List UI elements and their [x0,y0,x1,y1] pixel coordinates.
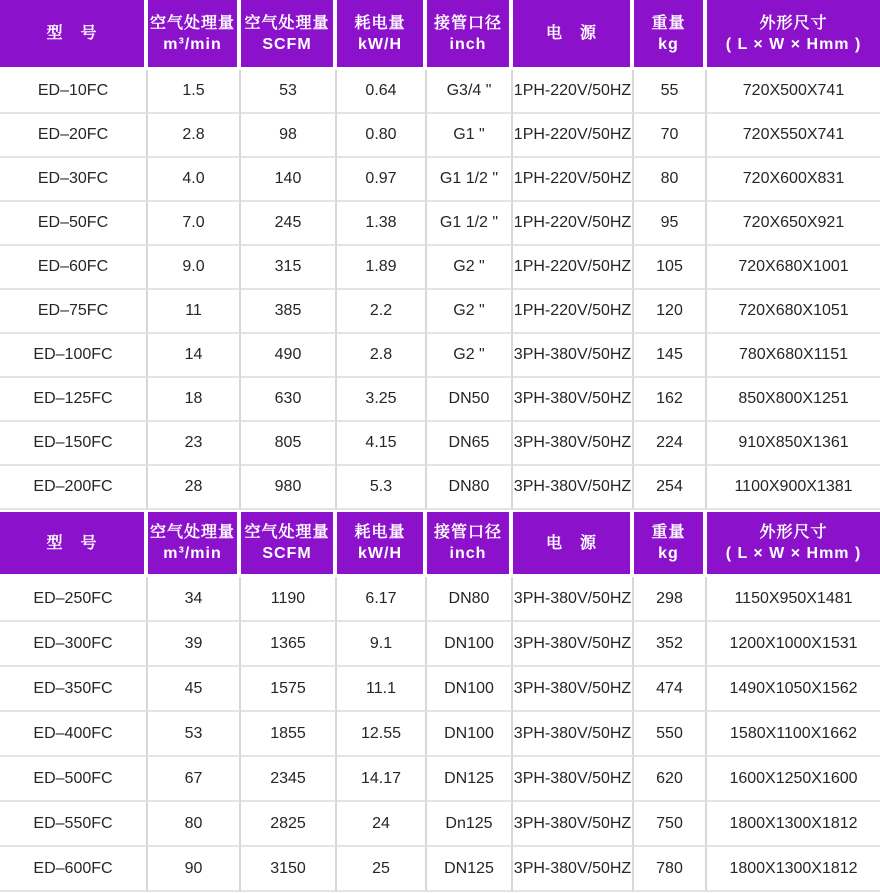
cell-air-flow-scfm: 315 [241,246,337,290]
table-row [0,712,880,757]
cell-dimensions: 720X680X1051 [707,290,880,334]
column-header-air-flow-m3min [148,510,241,577]
cell-weight: 750 [634,802,707,847]
cell-pipe-diameter: DN100 [427,667,513,712]
table-row [0,757,880,802]
cell-air-flow-scfm: 1190 [241,577,337,622]
header-label-line1: 外形尺寸 [759,524,828,541]
cell-dimensions: 720X600X831 [707,158,880,202]
table-row [0,422,880,466]
cell-pipe-diameter: DN65 [427,422,513,466]
cell-power-supply: 3PH-380V/50HZ [513,378,634,422]
cell-power-supply: 3PH-380V/50HZ [513,422,634,466]
cell-dimensions: 1800X1300X1812 [707,847,880,892]
cell-power-consumption: 9.1 [337,622,427,667]
header-row [0,0,880,70]
cell-power-consumption: 6.17 [337,577,427,622]
cell-model: ED–250FC [0,577,148,622]
column-header-air-flow-scfm [241,510,337,577]
cell-dimensions: 850X800X1251 [707,378,880,422]
cell-air-flow-scfm: 490 [241,334,337,378]
cell-power-consumption: 1.89 [337,246,427,290]
cell-weight: 352 [634,622,707,667]
cell-power-supply: 3PH-380V/50HZ [513,712,634,757]
cell-air-flow-scfm: 53 [241,70,337,114]
cell-model: ED–75FC [0,290,148,334]
cell-dimensions: 780X680X1151 [707,334,880,378]
header-label-line1: 耗电量 [354,524,406,541]
cell-pipe-diameter: G2 " [427,334,513,378]
header-label-line1: 接管口径 [433,14,502,32]
table-row [0,847,880,892]
cell-model: ED–20FC [0,114,148,158]
table-row [0,70,880,114]
cell-air-flow-scfm: 1365 [241,622,337,667]
cell-pipe-diameter: DN80 [427,577,513,622]
header-label-line1: 电 源 [545,25,597,42]
cell-air-flow-m3min: 34 [148,577,241,622]
table-row [0,577,880,622]
cell-air-flow-scfm: 1855 [241,712,337,757]
header-label-line1: 耗电量 [354,14,406,32]
cell-power-supply: 1PH-220V/50HZ [513,246,634,290]
header-label-line1: 接管口径 [433,524,502,541]
cell-air-flow-m3min: 90 [148,847,241,892]
cell-power-consumption: 25 [337,847,427,892]
column-header-air-flow-scfm [241,0,337,70]
cell-air-flow-m3min: 39 [148,622,241,667]
cell-air-flow-scfm: 245 [241,202,337,246]
cell-weight: 620 [634,757,707,802]
header-label-line2: SCFM [262,545,312,562]
cell-power-consumption: 12.55 [337,712,427,757]
cell-dimensions: 720X500X741 [707,70,880,114]
cell-pipe-diameter: G1 1/2 " [427,158,513,202]
cell-dimensions: 1490X1050X1562 [707,667,880,712]
cell-pipe-diameter: DN80 [427,466,513,510]
header-label-line2: m³/min [163,545,222,562]
table-row [0,667,880,712]
header-label-line2: m³/min [163,35,222,53]
header-label-line2: kW/H [358,545,402,562]
cell-power-supply: 1PH-220V/50HZ [513,158,634,202]
cell-model: ED–600FC [0,847,148,892]
cell-power-consumption: 11.1 [337,667,427,712]
cell-pipe-diameter: G2 " [427,290,513,334]
header-label-line2: kg [658,35,679,53]
header-label-line2: kW/H [358,35,402,53]
header-label-line1: 重量 [651,14,686,32]
column-header-pipe-diameter [427,510,513,577]
table-row [0,202,880,246]
header-label-line1: 电 源 [545,534,597,552]
cell-dimensions: 1150X950X1481 [707,577,880,622]
cell-model: ED–500FC [0,757,148,802]
cell-air-flow-scfm: 1575 [241,667,337,712]
column-header-weight [634,510,707,577]
header-label-line2: kg [658,545,679,562]
header-label-line1: 型 号 [46,25,98,42]
cell-power-consumption: 0.64 [337,70,427,114]
cell-air-flow-scfm: 980 [241,466,337,510]
cell-pipe-diameter: Dn125 [427,802,513,847]
cell-dimensions: 1200X1000X1531 [707,622,880,667]
cell-pipe-diameter: DN100 [427,712,513,757]
cell-weight: 80 [634,158,707,202]
cell-pipe-diameter: G3/4 " [427,70,513,114]
cell-air-flow-scfm: 3150 [241,847,337,892]
cell-air-flow-scfm: 630 [241,378,337,422]
cell-power-supply: 3PH-380V/50HZ [513,622,634,667]
cell-model: ED–125FC [0,378,148,422]
cell-air-flow-scfm: 385 [241,290,337,334]
header-label-line1: 重量 [651,524,686,541]
column-header-power-consumption [337,0,427,70]
cell-weight: 298 [634,577,707,622]
cell-dimensions: 1100X900X1381 [707,466,880,510]
cell-dimensions: 1600X1250X1600 [707,757,880,802]
cell-air-flow-m3min: 2.8 [148,114,241,158]
cell-air-flow-m3min: 67 [148,757,241,802]
header-label-line2: inch [449,35,487,53]
cell-power-supply: 3PH-380V/50HZ [513,667,634,712]
column-header-air-flow-m3min [148,0,241,70]
header-label-line2: ( L × W × Hmm ) [725,545,862,562]
cell-dimensions: 1800X1300X1812 [707,802,880,847]
cell-power-consumption: 5.3 [337,466,427,510]
header-label-line1: 外形尺寸 [759,14,828,32]
cell-power-consumption: 0.80 [337,114,427,158]
cell-weight: 145 [634,334,707,378]
cell-dimensions: 720X650X921 [707,202,880,246]
cell-weight: 95 [634,202,707,246]
table-row [0,158,880,202]
cell-power-supply: 3PH-380V/50HZ [513,334,634,378]
cell-weight: 254 [634,466,707,510]
cell-model: ED–50FC [0,202,148,246]
cell-air-flow-m3min: 53 [148,712,241,757]
cell-power-supply: 3PH-380V/50HZ [513,802,634,847]
cell-power-consumption: 4.15 [337,422,427,466]
cell-model: ED–150FC [0,422,148,466]
header-label-line1: 空气处理量 [244,14,330,32]
cell-dimensions: 1580X1100X1662 [707,712,880,757]
cell-weight: 550 [634,712,707,757]
cell-air-flow-m3min: 11 [148,290,241,334]
cell-air-flow-m3min: 1.5 [148,70,241,114]
cell-air-flow-m3min: 4.0 [148,158,241,202]
table-row [0,334,880,378]
cell-weight: 224 [634,422,707,466]
cell-dimensions: 720X550X741 [707,114,880,158]
column-header-power-supply [513,0,634,70]
column-header-power-consumption [337,510,427,577]
table-row [0,802,880,847]
cell-power-supply: 1PH-220V/50HZ [513,114,634,158]
table-row [0,246,880,290]
cell-air-flow-scfm: 2345 [241,757,337,802]
cell-model: ED–100FC [0,334,148,378]
cell-air-flow-m3min: 80 [148,802,241,847]
cell-model: ED–300FC [0,622,148,667]
cell-air-flow-m3min: 18 [148,378,241,422]
cell-air-flow-scfm: 805 [241,422,337,466]
cell-power-supply: 1PH-220V/50HZ [513,70,634,114]
header-label-line1: 空气处理量 [244,524,330,541]
cell-model: ED–400FC [0,712,148,757]
table-row [0,290,880,334]
header-label-line2: SCFM [262,35,312,53]
column-header-power-supply [513,510,634,577]
cell-power-consumption: 3.25 [337,378,427,422]
header-label-line2: ( L × W × Hmm ) [725,35,862,53]
cell-weight: 162 [634,378,707,422]
cell-power-consumption: 2.8 [337,334,427,378]
cell-model: ED–550FC [0,802,148,847]
cell-power-consumption: 24 [337,802,427,847]
table-row [0,466,880,510]
cell-air-flow-m3min: 23 [148,422,241,466]
cell-model: ED–30FC [0,158,148,202]
cell-pipe-diameter: DN50 [427,378,513,422]
cell-power-supply: 3PH-380V/50HZ [513,757,634,802]
cell-dimensions: 910X850X1361 [707,422,880,466]
cell-power-supply: 1PH-220V/50HZ [513,202,634,246]
cell-model: ED–60FC [0,246,148,290]
table-row [0,622,880,667]
cell-model: ED–200FC [0,466,148,510]
cell-pipe-diameter: DN125 [427,847,513,892]
cell-pipe-diameter: G1 1/2 " [427,202,513,246]
column-header-pipe-diameter [427,0,513,70]
cell-air-flow-m3min: 14 [148,334,241,378]
cell-air-flow-m3min: 28 [148,466,241,510]
header-label-line1: 空气处理量 [149,524,235,541]
cell-weight: 120 [634,290,707,334]
cell-dimensions: 720X680X1001 [707,246,880,290]
cell-pipe-diameter: DN125 [427,757,513,802]
cell-weight: 70 [634,114,707,158]
cell-pipe-diameter: G2 " [427,246,513,290]
column-header-model [0,510,148,577]
cell-model: ED–350FC [0,667,148,712]
header-label-line1: 空气处理量 [149,14,235,32]
cell-air-flow-scfm: 140 [241,158,337,202]
header-row [0,510,880,577]
cell-power-consumption: 1.38 [337,202,427,246]
column-header-dimensions [707,0,880,70]
cell-air-flow-scfm: 2825 [241,802,337,847]
cell-model: ED–10FC [0,70,148,114]
cell-air-flow-m3min: 9.0 [148,246,241,290]
cell-pipe-diameter: DN100 [427,622,513,667]
cell-weight: 105 [634,246,707,290]
cell-weight: 55 [634,70,707,114]
cell-weight: 474 [634,667,707,712]
header-label-line1: 型 号 [46,534,98,552]
table-section-2 [0,510,880,892]
cell-air-flow-scfm: 98 [241,114,337,158]
table-row [0,114,880,158]
cell-power-supply: 3PH-380V/50HZ [513,847,634,892]
cell-power-consumption: 2.2 [337,290,427,334]
header-label-line2: inch [449,545,487,562]
cell-air-flow-m3min: 45 [148,667,241,712]
column-header-model [0,0,148,70]
cell-power-supply: 1PH-220V/50HZ [513,290,634,334]
column-header-dimensions [707,510,880,577]
cell-weight: 780 [634,847,707,892]
cell-power-consumption: 14.17 [337,757,427,802]
table-row [0,378,880,422]
cell-air-flow-m3min: 7.0 [148,202,241,246]
column-header-weight [634,0,707,70]
cell-power-supply: 3PH-380V/50HZ [513,577,634,622]
cell-pipe-diameter: G1 " [427,114,513,158]
cell-power-consumption: 0.97 [337,158,427,202]
cell-power-supply: 3PH-380V/50HZ [513,466,634,510]
